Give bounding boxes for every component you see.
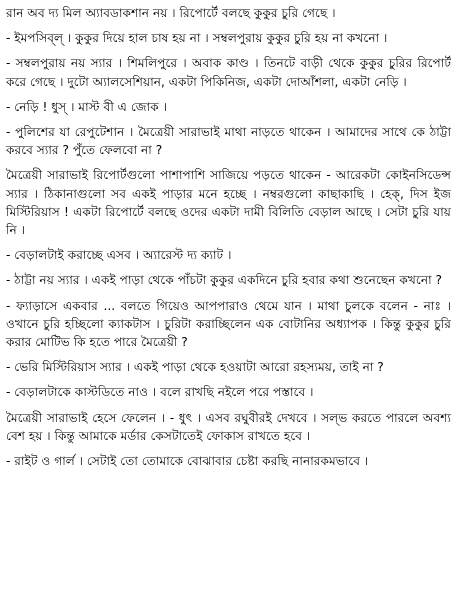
- paragraph: রান অব দ্য মিল অ্যাবডাকশান নয় । রিপোর্টে বলছে কুকুর চুরি গেছে ।: [6, 6, 336, 20]
- paragraph: - পুলিশের যা রেপুটেশান । মৈত্রেয়ী সারাভাই মাথা নাড়তে থাকেন । আমাদের সাথে কে ঠাট্টা করবে স্যার ? পুঁতে ফেলবো না ?: [6, 125, 451, 158]
- paragraph: মৈত্রেয়ী সারাভাই রিপোর্টগুলো পাশাপাশি সাজিয়ে পড়তে থাকেন - আরেকটা কোইনসিডেন্স স্যার । ঠিকানাগুলো সব একই পাড়ার মনে হচ্ছে । নম্বরগুলো কাছাকাছি । হেক্‌, দিস ইজ মিস্টিরিয়াস ! একটা রিপোর্টে বলছে ওদের একটা দামী বিলিতি বেড়াল আছে । সেটা চুরি যায় নি ।: [6, 168, 451, 238]
- paragraph: - রাইট ও গার্ল । সেটাই তো তোমাকে বোঝাবার চেষ্টা করছি নানারকমভাবে ।: [6, 454, 369, 469]
- paragraph: - বেড়ালটাকে কাস্টডিতে নাও । বলে রাখছি নইলে পরে পস্তাবে ।: [6, 385, 314, 400]
- paragraph: মৈত্রেয়ী সারাভাই হেসে ফেলেন । - ধুৎ । এসব রঘুবীরই দেখবে । সল্ভ করতে পারলে অবশ্য বেশ হয় । কিন্তু আমাকে মর্ডার কেসটাতেই ফোকাস রাখতে হবে ।: [6, 410, 451, 443]
- paragraph: - ভেরি মিস্টিরিয়াস স্যার । একই পাড়া থেকে হওয়াটা আরো রহস্যময়, তাই না ?: [6, 360, 384, 375]
- paragraph: - ইমপসিব্‌ল্‌ । কুকুর দিয়ে হাল চাষ হয় না । সম্বলপুরায় কুকুর চুরি হয় না কখনো ।: [6, 31, 388, 46]
- paragraph: - ঠাট্টা নয় স্যার । একই পাড়া থেকে পাঁচটা কুকুর একদিনে চুরি হবার কথা শুনেছেন কখনো ?: [6, 273, 442, 288]
- paragraph: - সম্বলপুরায় নয় স্যার । শিমলিপুরে । অবাক কাণ্ড । তিনটে বাড়ী থেকে কুকুর চুরির রিপোর্ট করে গেছে । দুটো অ্যালসেশিয়ান, একটা পিকিনিজ, একটা দোআঁশলা, একটা নেড়ি ।: [6, 56, 451, 89]
- paragraph: - নেড়ি ! ধুস্‌ । মাস্ট বী এ জোক ।: [6, 99, 167, 114]
- paragraph: - বেড়ালটাই করাচ্ছে এসব । অ্যারেস্ট দ্য ক্যাট ।: [6, 248, 232, 263]
- paragraph: - ফ্যাড়াসে একবার ... বলতে গিয়েও আপপারাও থেমে যান । মাথা চুলকে বলেন - নাঃ । ওখানে চুরি হচ্ছিলো ক্যাকটাস । চুরিটা করাচ্ছিলেন এক বোটানির অধ্যাপক । কিন্তু কুকুর চুরি করার মোটিভ কি হতে পারে মৈত্রেয়ী ?: [6, 298, 451, 350]
